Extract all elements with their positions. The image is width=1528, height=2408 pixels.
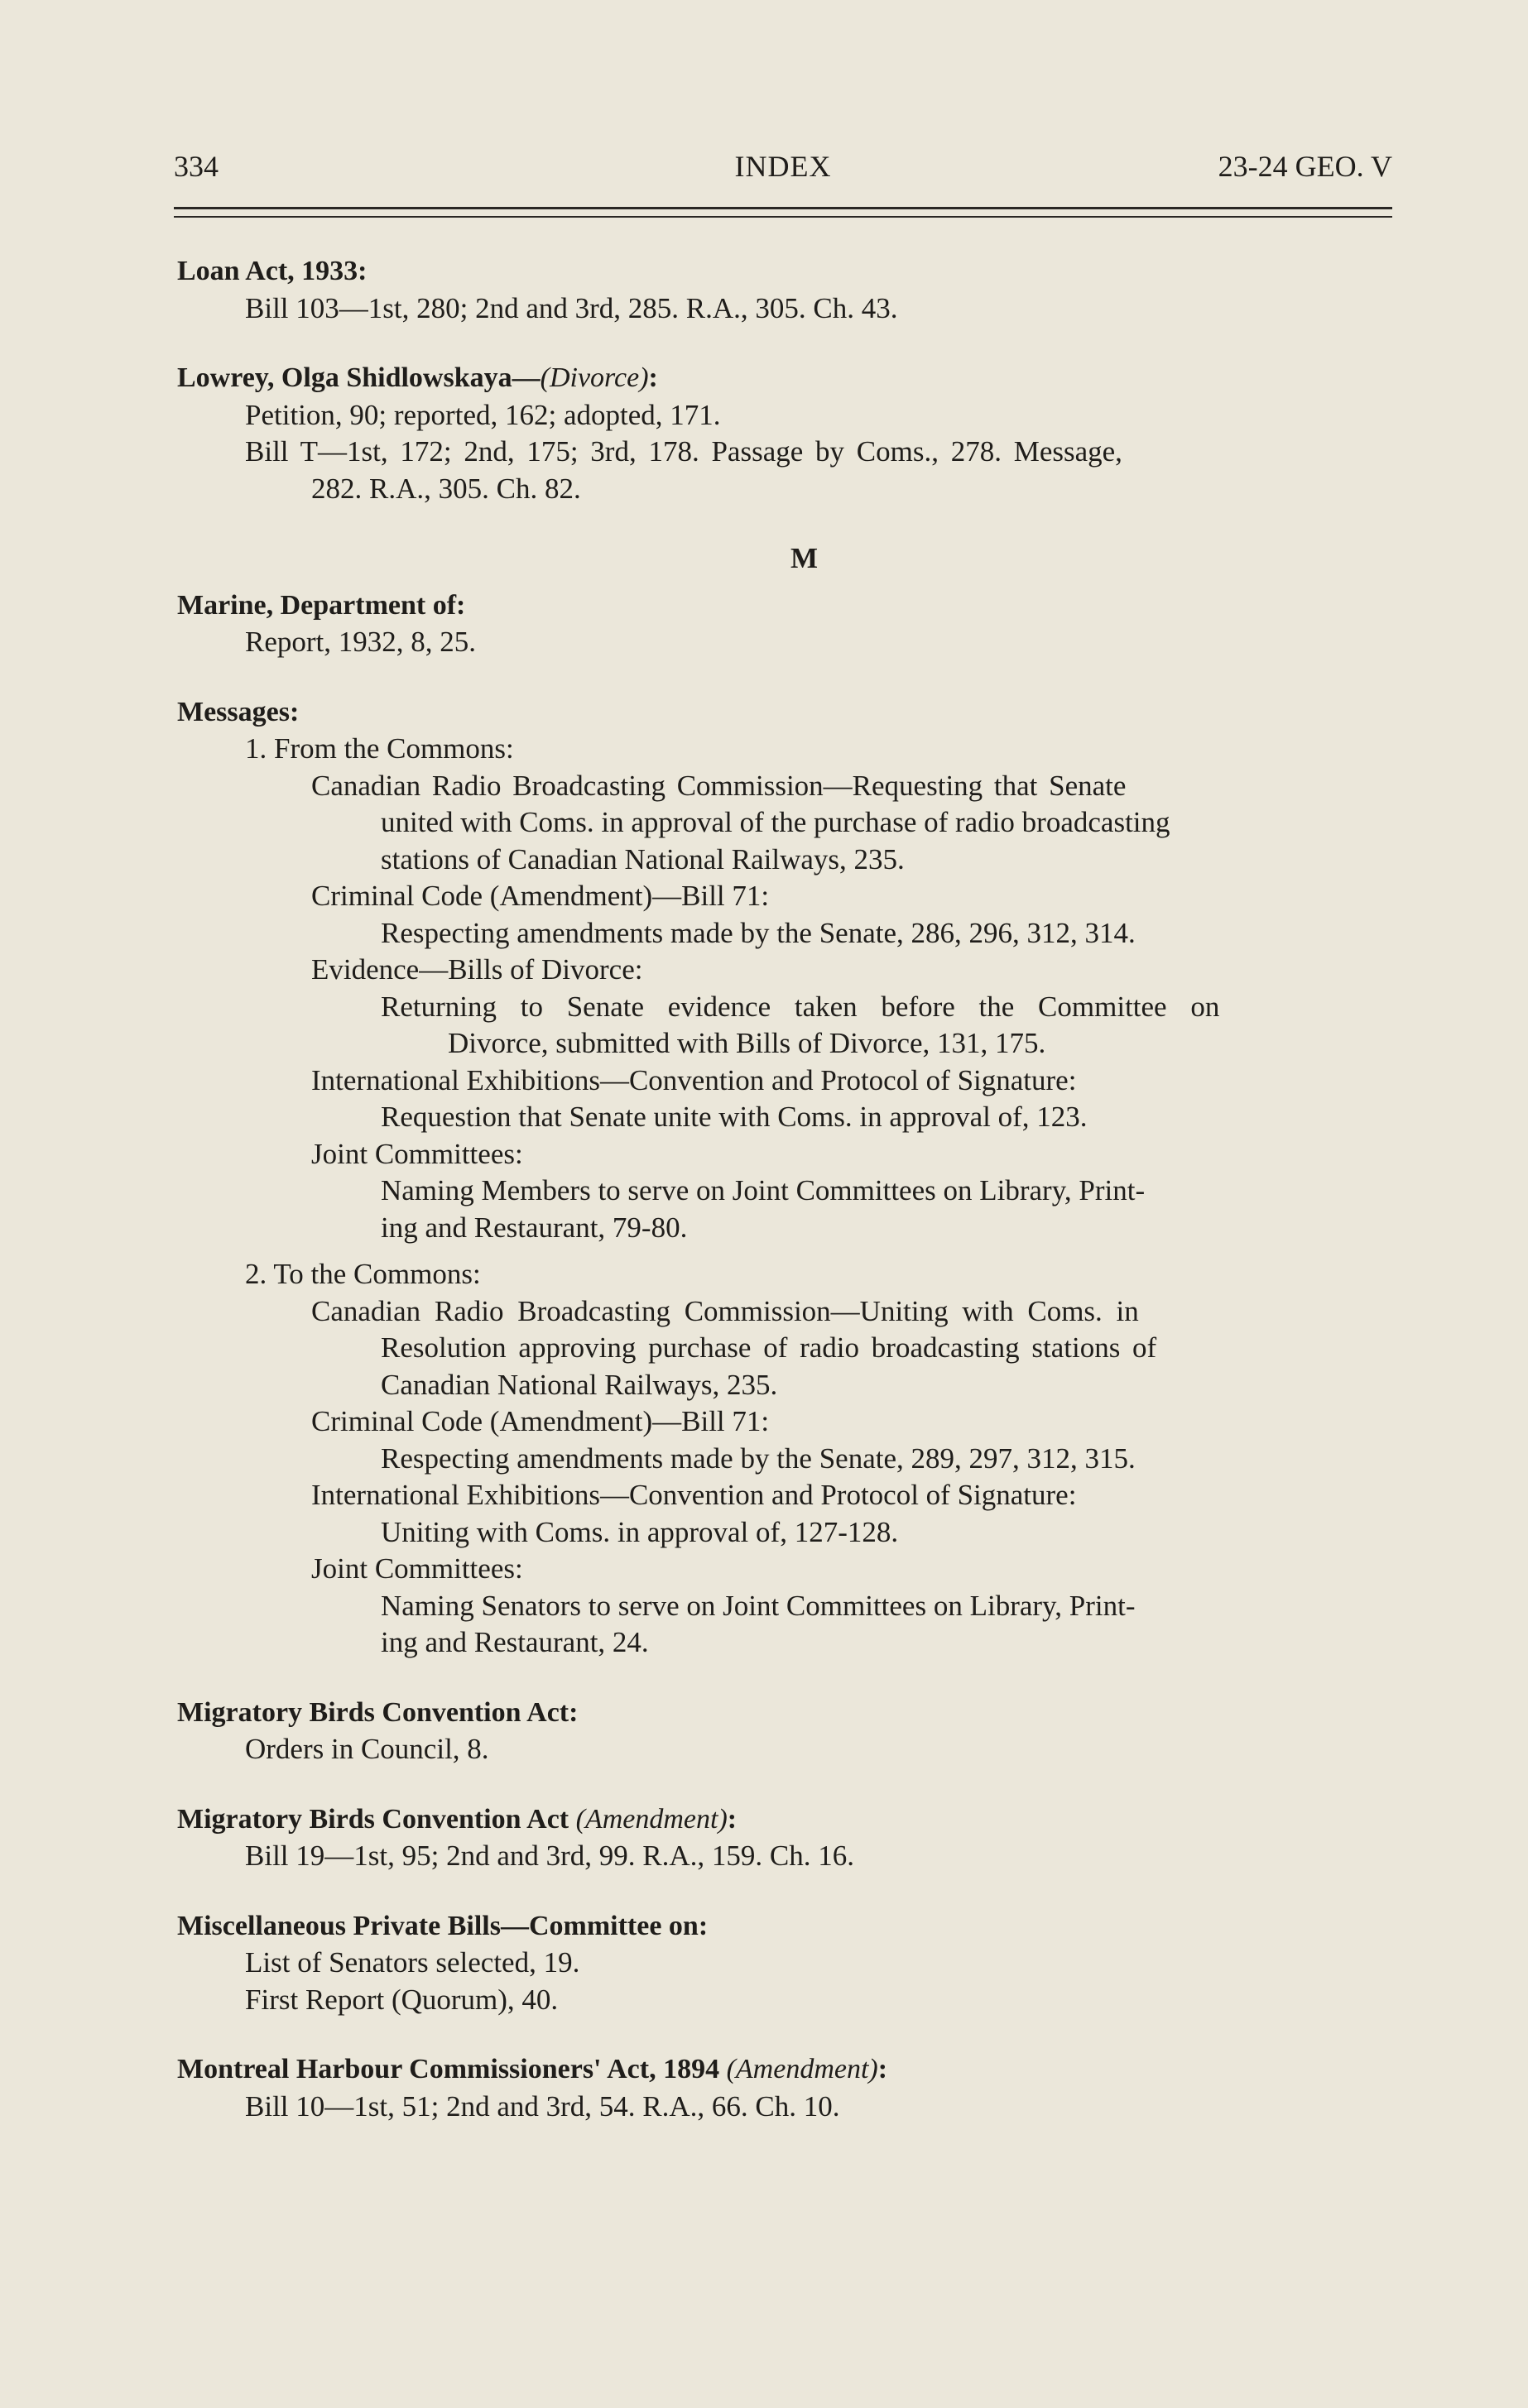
entry-line: Bill 10—1st, 51; 2nd and 3rd, 54. R.A., 66. Ch. 10. bbox=[245, 2089, 840, 2123]
entry-line: Divorce, submitted with Bills of Divorce, 131, 175. bbox=[448, 1027, 1046, 1059]
entry-line: Petition, 90; reported, 162; adopted, 171. bbox=[245, 398, 721, 431]
entry-line: Uniting with Coms. in approval of, 127-128. bbox=[381, 1515, 899, 1548]
entry-line: ing and Restaurant, 79-80. bbox=[381, 1211, 688, 1244]
entry-line: 282. R.A., 305. Ch. 82. bbox=[311, 472, 581, 505]
entry-line: Resolution approving purchase of radio broadcasting stations of bbox=[381, 1331, 1157, 1364]
entry-heading: Messages: bbox=[177, 696, 300, 727]
entry-line: Bill 103—1st, 280; 2nd and 3rd, 285. R.A., 305. Ch. 43. bbox=[245, 291, 898, 324]
entry-line: Requestion that Senate unite with Coms. in approval of, 123. bbox=[381, 1101, 1088, 1133]
entry-heading: Montreal Harbour Commissioners' Act, 1894 (Amendment): bbox=[177, 2054, 888, 2084]
entry-line: International Exhibitions—Convention and Protocol of Signature: bbox=[311, 1063, 1077, 1096]
entry-line: Canadian Radio Broadcasting Commission—Uniting with Coms. in bbox=[311, 1294, 1139, 1327]
entry-line: International Exhibitions—Convention and Protocol of Signature: bbox=[311, 1479, 1077, 1511]
entry-line: Criminal Code (Amendment)—Bill 71: bbox=[311, 880, 770, 912]
entry-line: stations of Canadian National Railways, 235. bbox=[381, 842, 905, 875]
entry-line: First Report (Quorum), 40. bbox=[245, 1983, 559, 2016]
page-header bbox=[174, 149, 1392, 190]
entry-line: Naming Members to serve on Joint Committees on Library, Print- bbox=[381, 1174, 1146, 1206]
page-title: INDEX bbox=[734, 150, 832, 183]
entry-line: united with Coms. in approval of the purchase of radio broadcasting bbox=[381, 806, 1170, 838]
page-number: 334 bbox=[174, 150, 219, 183]
entry-line: Respecting amendments made by the Senate, 289, 297, 312, 315. bbox=[381, 1441, 1136, 1475]
header-rule-thick bbox=[174, 207, 1392, 209]
entry-line: Naming Senators to serve on Joint Committees on Library, Print- bbox=[381, 1589, 1136, 1622]
entry-heading: Migratory Birds Convention Act: bbox=[177, 1696, 579, 1728]
subsection-label: 2. To the Commons: bbox=[245, 1258, 481, 1290]
volume-label: 23-24 GEO. V bbox=[1218, 150, 1392, 183]
entry-line: Criminal Code (Amendment)—Bill 71: bbox=[311, 1405, 770, 1437]
entry-heading: Lowrey, Olga Shidlowskaya—(Divorce): bbox=[177, 362, 658, 393]
entry-line: Report, 1932, 8, 25. bbox=[245, 626, 477, 658]
entry-heading: Loan Act, 1933: bbox=[177, 256, 368, 286]
entry-line: ing and Restaurant, 24. bbox=[381, 1626, 649, 1658]
entry-line: Bill T—1st, 172; 2nd, 175; 3rd, 178. Passage by Coms., 278. Message, bbox=[245, 435, 1122, 468]
entry-heading: Migratory Birds Convention Act (Amendment): bbox=[177, 1803, 738, 1835]
header-rule-thin bbox=[174, 216, 1392, 218]
section-letter: M bbox=[790, 542, 819, 574]
entry-line: Returning to Senate evidence taken before the Committee on bbox=[381, 990, 1220, 1023]
entry-line: Joint Committees: bbox=[311, 1137, 523, 1170]
entry-line: Joint Committees: bbox=[311, 1552, 523, 1585]
entry-heading: Marine, Department of: bbox=[177, 589, 466, 621]
entry-line: Orders in Council, 8. bbox=[245, 1733, 489, 1765]
entry-line: List of Senators selected, 19. bbox=[245, 1946, 580, 1979]
entry-line: Evidence—Bills of Divorce: bbox=[311, 953, 643, 986]
entry-line: Canadian National Railways, 235. bbox=[381, 1368, 778, 1401]
entry-line: Bill 19—1st, 95; 2nd and 3rd, 99. R.A., 159. Ch. 16. bbox=[245, 1840, 854, 1872]
entry-line: Canadian Radio Broadcasting Commission—Requesting that Senate bbox=[311, 769, 1127, 802]
entry-line: Respecting amendments made by the Senate, 286, 296, 312, 314. bbox=[381, 916, 1136, 949]
index-body bbox=[177, 253, 1398, 2125]
entry-heading: Miscellaneous Private Bills—Committee on: bbox=[177, 1910, 709, 1941]
subsection-label: 1. From the Commons: bbox=[245, 732, 514, 765]
